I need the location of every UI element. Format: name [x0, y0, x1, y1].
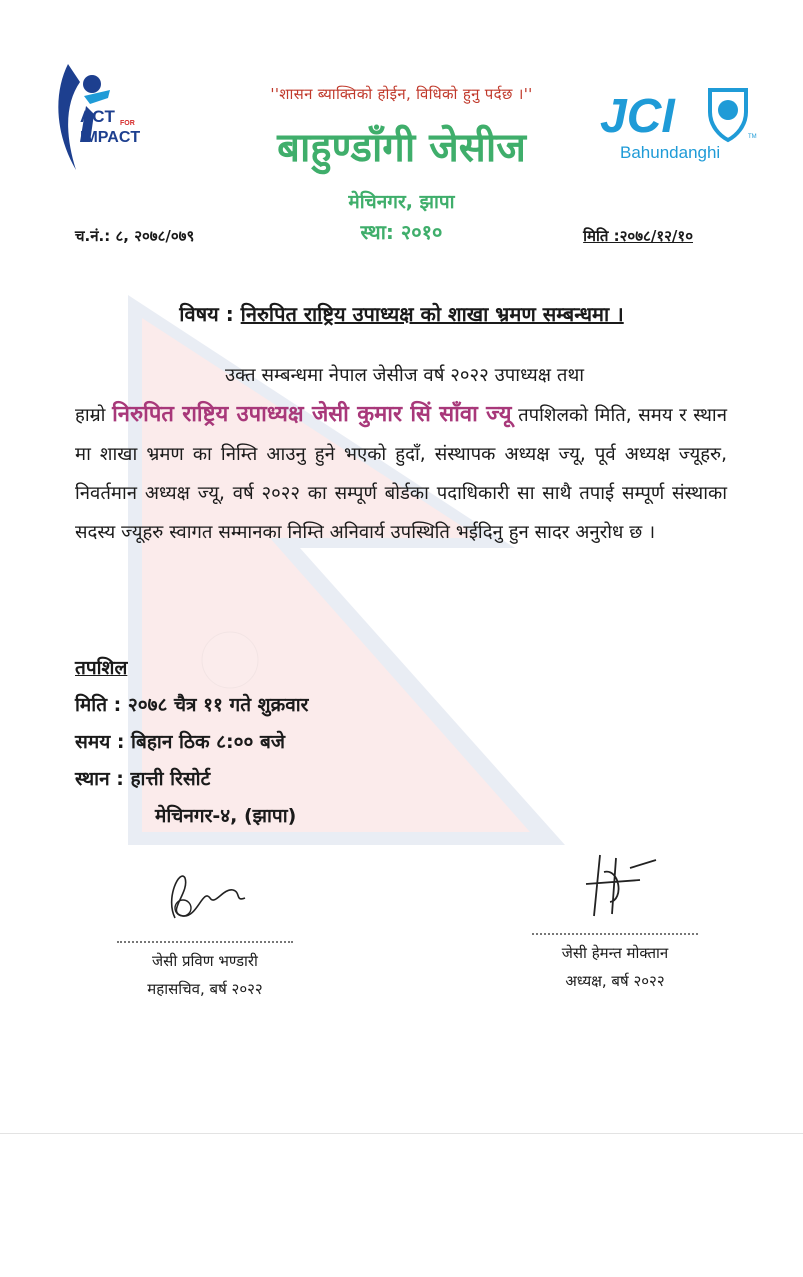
details-date: मिति : २०७८ चैत्र ११ गते शुक्रवार — [75, 694, 309, 716]
page-edge — [0, 1133, 803, 1134]
svg-text:Bahundanghi: Bahundanghi — [620, 143, 721, 162]
details-time: समय : बिहान ठिक ८:०० बजे — [75, 731, 285, 753]
svg-text:IMPACT: IMPACT — [80, 129, 141, 146]
left-signer-title: महासचिव, बर्ष २०२२ — [147, 980, 263, 998]
body-line1: उक्त सम्बन्धमा नेपाल जेसीज वर्ष २०२२ उपाध्यक्ष तथा — [225, 365, 585, 386]
org-city: मेचिनगर, झापा — [348, 191, 455, 213]
right-signer-title: अध्यक्ष, बर्ष २०२२ — [565, 972, 665, 990]
svg-text:TM: TM — [748, 134, 757, 140]
details-place-line2: मेचिनगर-४, (झापा) — [155, 805, 297, 827]
subject-prefix: विषय : — [179, 302, 234, 326]
body-lead: हाम्रो — [75, 405, 106, 426]
org-established: स्था: २०१० — [360, 220, 443, 244]
details-heading: तपशिल — [75, 657, 128, 679]
motto: ''शासन ब्याक्तिको होईन, विधिको हुनु पर्दछ ।'' — [270, 85, 533, 103]
right-signer-name: जेसी हेमन्त मोक्तान — [561, 944, 669, 962]
signature-left — [105, 858, 305, 1003]
details-place: स्थान : हात्ती रिसोर्ट — [75, 768, 211, 790]
svg-text:JCI: JCI — [600, 90, 675, 143]
reference-number: च.नं.: ८, २०७८/०७९ — [75, 227, 195, 245]
details-block — [75, 650, 308, 835]
signature-mark-right — [520, 850, 710, 920]
letter-date: मिति :२०७८/१२/१० — [583, 227, 693, 245]
org-title: बाहुण्डाँगी जेसीज — [277, 125, 526, 171]
body-highlight: निरुपित राष्ट्रिय उपाध्यक्ष जेसी कुमार सिं साँवा ज्यू — [112, 402, 512, 427]
signature-mark-left — [105, 858, 305, 928]
subject-line — [0, 300, 803, 327]
subject-text: निरुपित राष्ट्रिय उपाध्यक्ष को शाखा भ्रमण सम्बन्धमा । — [240, 302, 624, 326]
letter-body — [75, 356, 727, 552]
body-rest: तपशिलको मिति, समय र स्थान मा शाखा भ्रमण का निम्ति आउनु हुने भएको हुदाँ, संस्थापक अध्यक्ष ज्यू, पूर्व अध्यक्ष ज्यूहरु, निवर्तमान अध्यक्ष ज्यू, वर्ष २०२२ का सम्पूर्ण बोर्डका पदाधिकारी सा साथै तपाई सम्पूर्ण संस्थाका सदस्य ज्यूहरु स्वागत सम्मानका निम्ति अनिवार्य उपस्थिति भईदिनु हुन सादर अनुरोध छ । — [75, 405, 727, 543]
svg-text:ACT: ACT — [80, 107, 115, 126]
left-signer-name: जेसी प्रविण भण्डारी — [152, 952, 258, 970]
signature-right — [520, 850, 710, 995]
svg-text:FOR: FOR — [120, 120, 135, 127]
